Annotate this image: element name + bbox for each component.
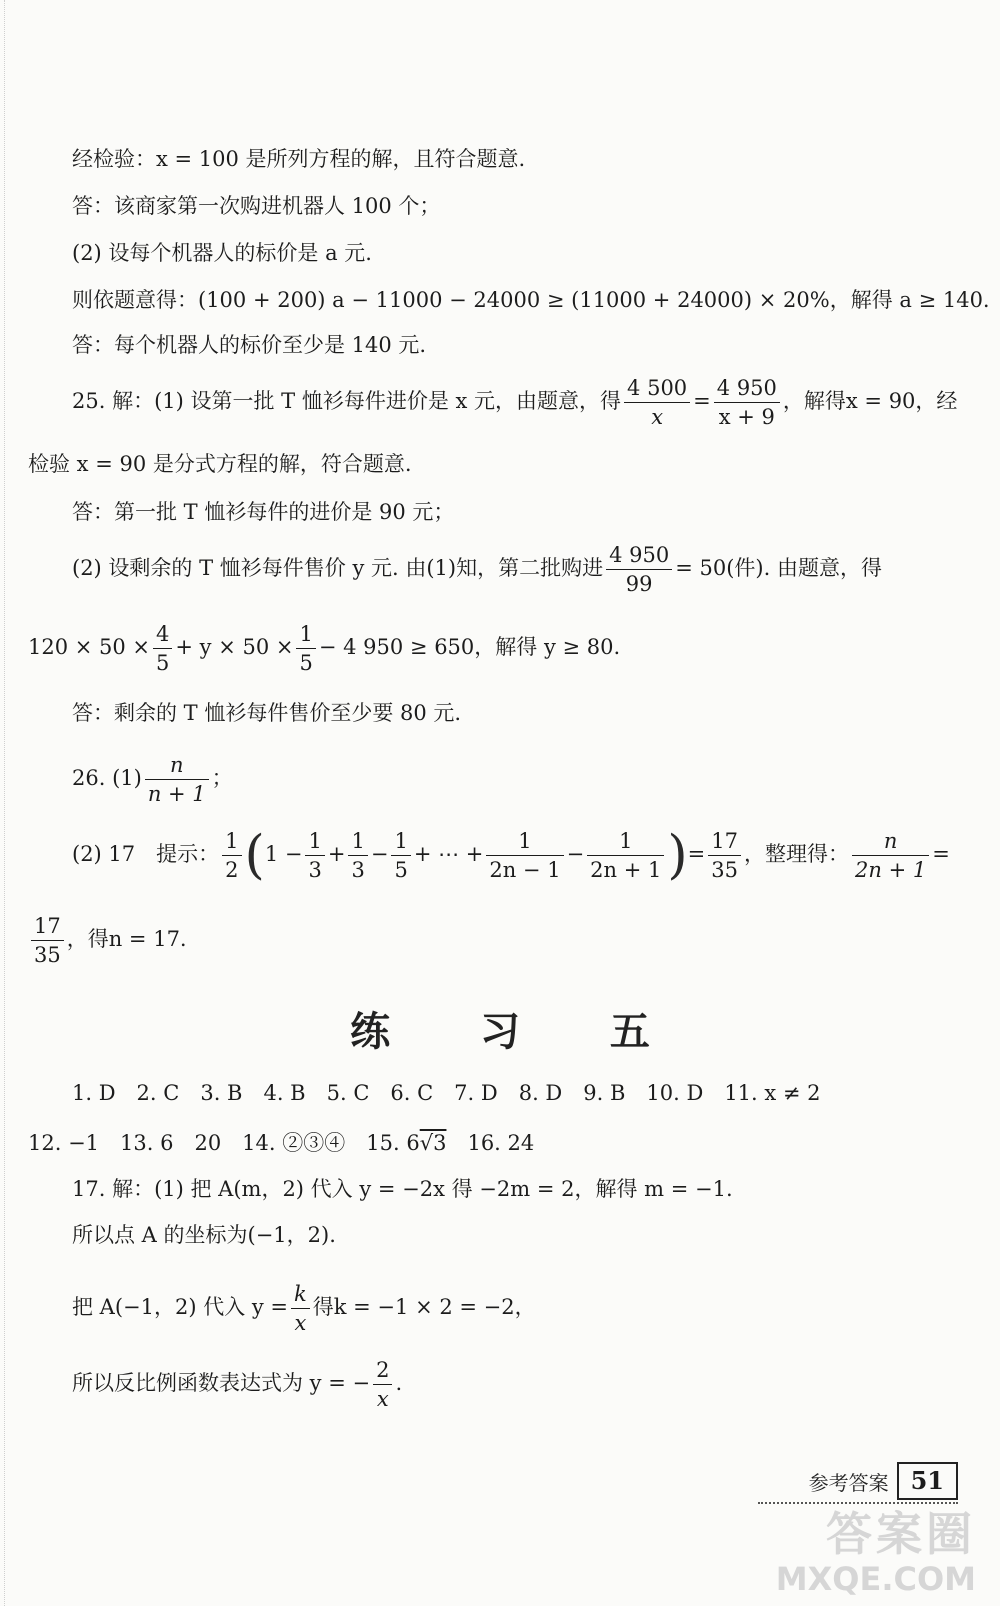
fraction-numerator: 4 xyxy=(153,622,172,649)
page-edge-divider xyxy=(4,0,6,1606)
fraction-denominator: 3 xyxy=(351,858,365,883)
fraction-denominator: 99 xyxy=(625,572,653,597)
fraction xyxy=(587,829,664,882)
minus-sign: − xyxy=(370,842,389,867)
watermark-line: 答案圈 xyxy=(826,1507,976,1561)
question-17-result-line xyxy=(72,1358,402,1411)
text-line: 经检验：x = 100 是所列方程的解，且符合题意. xyxy=(72,147,526,171)
fraction xyxy=(391,829,410,882)
fraction-denominator: 2n + 1 xyxy=(855,858,927,883)
question-25-line xyxy=(72,376,957,429)
text-segment: 120 × 50 × xyxy=(28,635,151,660)
fraction xyxy=(852,829,929,882)
question-25-part2-line xyxy=(72,543,882,596)
text-segment: + ⋯ + xyxy=(413,842,484,867)
watermark-line: MXQE.COM xyxy=(775,1560,976,1598)
fraction-denominator: 5 xyxy=(299,651,313,676)
fraction xyxy=(291,1282,310,1335)
fraction xyxy=(348,829,367,882)
fraction xyxy=(708,829,741,882)
text-segment: 16. 24 xyxy=(446,1131,535,1155)
text-segment: 25. 解：(1) 设第一批 T 恤衫每件进价是 x 元，由题意，得 xyxy=(72,389,622,414)
text-line: 答：第一批 T 恤衫每件的进价是 90 元； xyxy=(72,500,455,524)
text-segment: − 4 950 ≥ 650，解得 y ≥ 80. xyxy=(318,635,621,660)
fraction-numerator: 4 950 xyxy=(714,376,780,403)
fraction xyxy=(486,829,563,882)
fraction-denominator: 35 xyxy=(34,943,61,968)
fraction xyxy=(296,622,315,675)
equals-sign: = xyxy=(693,389,711,414)
fraction-denominator: 5 xyxy=(394,858,408,883)
fraction-numerator: 1 xyxy=(305,829,324,856)
fraction-numerator: 4 500 xyxy=(624,376,690,403)
answer-row: 1. D 2. C 3. B 4. B 5. C 6. C 7. D 8. D 9. B 10. D 11. x ≠ 2 xyxy=(72,1081,821,1105)
text-segment: 把 A(−1，2) 代入 y = xyxy=(72,1295,289,1320)
fraction xyxy=(222,829,241,882)
sqrt-glyph: √3 xyxy=(419,1131,447,1155)
text-segment: 12. −1 13. 6 20 14. ②③④ 15. 6 xyxy=(28,1131,420,1155)
page-number: 51 xyxy=(897,1462,958,1500)
fraction-denominator: 2n + 1 xyxy=(590,858,662,883)
text-segment: 得k = −1 × 2 = −2， xyxy=(312,1295,536,1320)
fraction-denominator: 35 xyxy=(711,858,739,883)
fraction xyxy=(31,914,64,967)
fraction xyxy=(624,376,690,429)
text-segment: ，整理得： xyxy=(744,842,850,867)
fraction xyxy=(145,753,209,806)
fraction-denominator: 2n − 1 xyxy=(489,858,561,883)
page-footer xyxy=(809,1462,958,1500)
fraction xyxy=(305,829,324,882)
fraction-numerator: 1 xyxy=(391,829,410,856)
text-segment: 所以反比例函数表达式为 y = − xyxy=(72,1371,371,1396)
fraction-denominator: 2 xyxy=(225,858,239,883)
fraction-numerator: 1 xyxy=(486,829,563,856)
fraction-denominator: n + 1 xyxy=(147,782,206,807)
fraction-denominator: x + 9 xyxy=(718,405,775,430)
text-line: 检验 x = 90 是分式方程的解，符合题意. xyxy=(28,452,412,476)
fraction-numerator: 2 xyxy=(373,1358,392,1385)
text-segment: = 50(件). 由题意，得 xyxy=(675,556,882,581)
fraction xyxy=(714,376,780,429)
text-segment: ； xyxy=(211,766,233,791)
equals-sign: = xyxy=(687,842,706,867)
footer-dotted-rule xyxy=(758,1502,958,1504)
question-25-equation-line xyxy=(28,622,620,675)
fraction-numerator: 1 xyxy=(587,829,664,856)
text-line: 答：每个机器人的标价至少是 140 元. xyxy=(72,333,427,357)
text-line: 答：剩余的 T 恤衫每件售价至少要 80 元. xyxy=(72,701,462,725)
text-segment: 26. (1) xyxy=(72,766,142,791)
fraction xyxy=(153,622,172,675)
fraction-denominator: 3 xyxy=(308,858,322,883)
fraction-numerator: 4 950 xyxy=(606,543,672,570)
fraction xyxy=(373,1358,392,1411)
text-segment: (2) 17 提示： xyxy=(72,842,220,867)
fraction-denominator: x xyxy=(651,405,664,430)
text-line: 答：该商家第一次购进机器人 100 个； xyxy=(72,194,441,218)
equals-sign: = xyxy=(932,842,950,867)
fraction-numerator: n xyxy=(852,829,929,856)
minus-sign: − xyxy=(566,842,585,867)
section-title: 练 习 五 xyxy=(350,1008,688,1055)
fraction-numerator: 1 xyxy=(222,829,241,856)
right-paren-glyph: ) xyxy=(667,825,688,886)
watermark-logo xyxy=(746,1508,976,1598)
footer-label: 参考答案 xyxy=(808,1470,889,1495)
text-segment: (2) 设剩余的 T 恤衫每件售价 y 元. 由(1)知，第二批购进 xyxy=(72,556,604,581)
fraction-denominator: x xyxy=(376,1387,389,1412)
fraction-numerator: 17 xyxy=(31,914,64,941)
fraction-numerator: 1 xyxy=(296,622,315,649)
text-line: 所以点 A 的坐标为(−1，2). xyxy=(72,1223,336,1247)
text-segment: ，得n = 17. xyxy=(66,927,187,952)
question-26-result-line xyxy=(28,914,187,967)
fraction-numerator: 1 xyxy=(348,829,367,856)
text-line: 17. 解：(1) 把 A(m，2) 代入 y = −2x 得 −2m = 2，解得 m = −1. xyxy=(72,1177,733,1201)
answer-row xyxy=(28,1130,534,1156)
fraction xyxy=(606,543,672,596)
question-26-line xyxy=(72,753,233,806)
text-segment: + y × 50 × xyxy=(175,635,294,660)
fraction-numerator: n xyxy=(145,753,209,780)
question-17-line xyxy=(72,1282,536,1335)
plus-sign: + xyxy=(327,842,346,867)
text-segment: . xyxy=(395,1371,403,1396)
question-26-part2-line xyxy=(72,825,950,886)
text-segment: ，解得x = 90，经 xyxy=(782,389,958,414)
text-line: (2) 设每个机器人的标价是 a 元. xyxy=(72,241,372,265)
fraction-numerator: k xyxy=(291,1282,310,1309)
left-paren-glyph: ( xyxy=(244,825,265,886)
fraction-denominator: 5 xyxy=(156,651,170,676)
fraction-denominator: x xyxy=(294,1311,307,1336)
text-line: 则依题意得：(100 + 200) a − 11000 − 24000 ≥ (11000 + 24000) × 20%，解得 a ≥ 140. xyxy=(72,288,990,312)
fraction-numerator: 17 xyxy=(708,829,741,856)
text-segment: 1 − xyxy=(264,842,303,867)
